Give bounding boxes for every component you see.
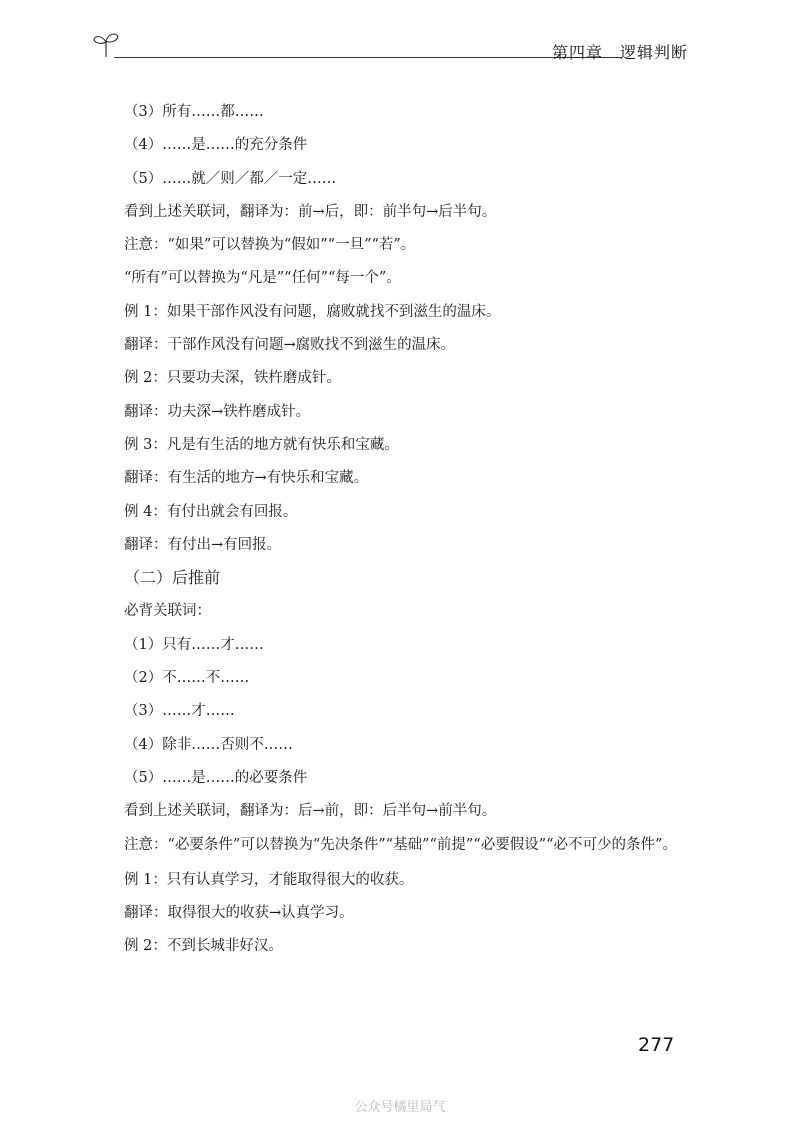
text-line: 例 1：只有认真学习，才能取得很大的收获。 (124, 871, 414, 888)
text-line: 必背关联词： (124, 603, 211, 620)
text-line: 注意：“如果”可以替换为“假如”“一旦”“若”。 (124, 237, 416, 254)
header-rule (114, 57, 622, 58)
text-line: 翻译：取得很大的收获→认真学习。 (124, 904, 354, 921)
chapter-title: 第四章 逻辑判断 (551, 43, 688, 62)
text-line: 翻译：有生活的地方→有快乐和宝藏。 (124, 470, 369, 487)
text-line: 看到上述关联词，翻译为：后→前，即：后半句→前半句。 (124, 803, 497, 820)
text-line: 注意：“必要条件”可以替换为“先决条件”“基础”“前提”“必要假设”“必不可少的条件”。 (124, 836, 677, 853)
list-item: （1）只有……才…… (124, 636, 264, 653)
list-item: （4）……是……的充分条件 (124, 137, 308, 154)
text-line: 例 4：有付出就会有回报。 (124, 503, 298, 520)
text-line: 翻译：干部作风没有问题→腐败找不到滋生的温床。 (124, 337, 456, 354)
list-item: （5）……就／则／都／一定…… (124, 170, 337, 187)
section-heading: （二）后推前 (124, 568, 221, 588)
text-line: 例 2：不到长城非好汉。 (124, 938, 283, 955)
sprout-icon (92, 28, 120, 58)
page-number: 277 (638, 1034, 675, 1056)
text-line: 看到上述关联词，翻译为：前→后，即：前半句→后半句。 (124, 203, 497, 220)
watermark-text: 公众号橘里局气 (354, 1100, 446, 1115)
list-item: （4）除非……否则不…… (124, 736, 293, 753)
text-line: 翻译：有付出→有回报。 (124, 536, 282, 553)
text-line: 例 2：只要功夫深，铁杵磨成针。 (124, 370, 341, 387)
list-item: （5）……是……的必要条件 (124, 769, 308, 786)
text-line: “所有”可以替换为“凡是”“任何”“每一个”。 (124, 270, 401, 287)
list-item: （3）所有……都…… (124, 104, 264, 120)
text-line: 例 1：如果干部作风没有问题，腐败就找不到滋生的温床。 (124, 303, 501, 320)
list-item: （3）……才…… (124, 703, 235, 720)
text-line: 翻译：功夫深→铁杵磨成针。 (124, 403, 311, 420)
text-line: 例 3：凡是有生活的地方就有快乐和宝藏。 (124, 436, 399, 453)
page-header (92, 28, 692, 64)
page-body (124, 102, 680, 969)
list-item: （2）不……不…… (124, 670, 250, 687)
